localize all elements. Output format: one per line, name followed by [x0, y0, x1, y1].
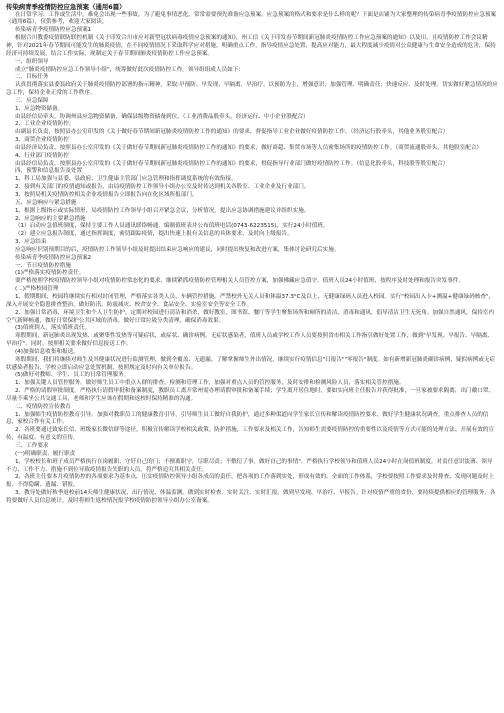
paragraph: 2、工业企业疫情防控。 — [14, 121, 75, 128]
paragraph: 三、应急保障 — [14, 97, 49, 104]
paragraph: (二)严格校园管理 — [14, 286, 59, 293]
paragraph: 二、疫情防控宣传教育 — [14, 403, 71, 410]
paragraph: 1、加强关键人员管控服务。做好师生员工中重点人群的排查，检测和管理工作，加强对重点人员的管控服务，及时安排和检测风险人员，落实相关管控措施。 — [14, 380, 405, 387]
paragraph: 2、各班主任要本月疫情防控的各项要求为基本点，压实疫情防控领导小组各成员的责任，把各项的工作落到实处，形成有效的、全面的工作体系，学校要按照工作要求及时排查、发现问题及时上报、不得隐瞒、遗漏、错报。 — [6, 474, 494, 489]
paragraph: 1、学校校长和班子成员严格执行在岗履职、守好自己的门；不擅离职守，尽职尽责；不敷衍了事，做好自己的事情"。严格执行学校领导和值班人员24小时在岗值班制度。对责任意识淡薄、领导不力、工作不力、措施不到位导致疫情报告失职的人员，将严格追究其相关责任。 — [6, 458, 493, 473]
paragraph: 传染病青季疫情防控应急预案2 — [14, 254, 92, 261]
paragraph: 由县经信局牵头，协调州县应急物资储备，确保县级物资储备到位。（工业消费品股牵头，经济运行、中小企业股配合） — [14, 113, 309, 120]
paragraph: （2）建立应急报告制度，通过指挥调度，密切跟踪疫情，提出快速上报有关信息的具体要求，及时向上级报告。 — [14, 231, 293, 238]
paragraph: 寒假期间，新冠肺炎出现发热、或聚集性发热等可疑症状，或症状、确诊病例。无症状感染者，值班人员或学校工作人员要按照省市相关工作指引做好处置工作，做到"早发现、早报告、早隔离、早治疗"。同时，按照相关要求做好信息报送工作。 — [6, 333, 493, 348]
paragraph: 由县经济局负责，按照县办公室印发的《关于做好春节期间新冠肺炎疫情防控工作的通知》的要求，做好商超、集贸市场等人员密集场所的疫情防控工作。（商贸流通股牵头，其他股室配合） — [14, 144, 483, 151]
paragraph: 1、应急物资储备。 — [14, 105, 64, 112]
paragraph: (一)明确职责、履行职责 — [14, 450, 76, 457]
paragraph: 2、各班要通过致家长信、班级家长微信群等途径，积极宣传解读学校相关政策。防护措施，工作要求及相关工作，告知师生需要疫情防控的重要性以及疫情等方式可能的处理方法、开展有效的宣传，有温度、有意义的宣传。 — [6, 427, 494, 442]
paragraph: 四、预警和信息报告及处置 — [14, 168, 83, 175]
paragraph: 1、根据上级指示或实际情形，局疫情防控工作领导小组召开紧急会议，分析情况，提出应急协调措施建议并组织实施。 — [14, 207, 310, 214]
paragraph: 3、应急结束 — [14, 239, 47, 246]
paragraph: 1、假期期间，校园将继续实行相对封闭管理，严格落实各类人员、车辆管控措施。严禁校外无关人员和体温37.3°C及以上、无健康绿码人员进入校园。实行"校园出入卡+测温+健康绿码核查"，深入开展安全隐患排查整治，做好防汛、防震减灾、校舍安全、食品安全、实验室安全等安全工作。 — [6, 293, 495, 308]
paragraph: 认真贯彻落实县委县政府关于肺炎疫情防控部署的指示精神，采取:早预防、早发现、早隔离、早治疗。以预防为主，增强意识；加强管理、明确责任；快速反应，及时处理。切实做好紧急情况的应急工作，保持企业正常的工作秩序。 — [6, 82, 498, 97]
paragraph: 2、接到有关部门的疫情通知或报告，由局疫情防控工作领导小组办公室及时传达到机关各股室、工业企业及行业部门。 — [14, 184, 310, 191]
paragraph: 3、教导处做好秋季返校前14天师生健康状况、出行情况、体温监测。做到实时检查、实时关注、实时汇报，做到早发现、早治疗、早报告。针对疫情严重的省份、要持续提供相应的管理服务，各将要做好人员信息统计，及时将师生返校情况报学校疫情防控领导小组办公室备案。 — [6, 490, 496, 504]
paragraph: 二、目标任务 — [14, 74, 49, 81]
paragraph: 成立"肺炎疫情防控应急工作领导小组"，统筹做好此次疫情防控工作。领导组组成人员如下： — [14, 66, 244, 73]
paragraph: 由县经信局负责，按照县办公室印发的《关于做好春节期间新冠肺炎疫情防控工作的通知》的要求，督促指导行业部门做好疫情防控工作。（信息化股牵头，科技股等股室配合） — [14, 160, 449, 167]
paragraph: 应急响应识别预期目的后，疫情防控工作领导小组及时提出结束应急响应的建议，同时提出恢复和改进方案，集体讨论研究后实施。 — [14, 246, 340, 253]
paragraph: (4)加强信息收集和报送。 — [14, 348, 79, 355]
paragraph: 传染病青季疫情防控应急预案1 — [14, 27, 92, 34]
paragraph: 五、应急响应与紧急措施 — [14, 199, 77, 206]
paragraph: (1)严格落实疫情防控责任。 — [14, 270, 85, 277]
paragraph: 一、节日疫情防控措施 — [14, 262, 71, 269]
paragraph: (3)值班到人，落实值班责任。 — [14, 325, 91, 332]
paragraph: 三、工作要求 — [14, 443, 49, 449]
document-title: 传染病青季疫情防控应急预案（通用6篇） — [6, 3, 126, 11]
paragraph: 4、行业部门疫情防控 — [14, 152, 69, 159]
paragraph: (5)做好对教师、学生、员工的日常管理服务。 — [14, 372, 130, 379]
paragraph: 寒假期间，我们将继续对师生及其健康状况进行监测管理，做到全覆盖、无遗漏。了解掌握师生外出情况，继续实行疫情信息"日报告""零报告"制度。如有新增新冠肺炎确诊病例、疑似病例或无症状感染者报告，学校立即启动应急处置机制，按照规定及时向有关单位报告。 — [6, 356, 496, 371]
paragraph: 2、严格的请假审批制度。严格执行请假审批和备案制度，教职员工离开常州需办理请假审批和备案手续；学生离开居住地时，要如实向班主任报告并获得批准，一旦家被要求隔离，出门戴口罩、尽量不乘坐公共交通工具，老师和学生应该在假期和返校时保持精准的沟通。 — [6, 388, 494, 402]
paragraph: 1、科工局加强与县委、县政府、卫生健康主管部门应急管理和指挥调度系统的有效衔接。 — [14, 176, 237, 183]
paragraph: 由副县长负责，按照县办公室印发的《关于做好春节期间新冠肺炎疫情防控工作的通知》的要求，督促指导工业企业做好疫情防控工作。（经济运行股牵头，其他业务股室配合） — [14, 129, 449, 136]
paragraph: 3、按照局机关疫情防控相关企业疫情报告立即报告向在化区域所报部门。 — [14, 192, 198, 198]
paragraph: 2、加强日常消毒、环境卫生和个人卫生防护。定期对校园进行清洁和消杀，做好教室、图书馆、餐厅等学生聚集场所和厕所的清洁、消毒和通风，倡导清洁卫生无死角。加强自然通风，保持室内空气新鲜畅通，做好日常保护公共区域的消毒。做好日常垃圾分类清理，确保消毒效果。 — [6, 309, 494, 324]
paragraph: 根据合川教委疫情联防联控机制《关于印发合川市应对新型冠状病毒疫情应急预案的通知》，州工信《关于印发春节期间新冠肺炎疫情防控工作应急预案的通知》以及川、且疫情防控工作会议精神，针对2021年春节期间可能发生的肺炎疫情，在不同疫情情况下采取科学应对措施，明确重点工作，指导疫情应急处置，提高应对能力，最大程度减少疫情对公众健康与生命安全造成的危害，保持经济可持续发展，结合工作实际，现制定关于春节期间肺炎疫情防控工作应急预案。 — [6, 35, 496, 57]
paragraph: 2、应急响应的主要紧急措施 — [14, 215, 86, 222]
paragraph: 1、加强师生疫情防控教育引导。加强对教职员工的健康教育引导，引导师生员工做好自我防护，通过多种渠道向学生家长宣传和解读疫情防控要求，做好学生健康状况调查，重点排查人员的信息，家校合作有关工作。 — [6, 411, 489, 426]
paragraph: 要严格按照学校疫情防控领导小组对疫情防控常态化的要求，继续紧抓疫情防控管理相关人员管控方案，加强佛藏应急值守。值班人员24小时值班，按程序及时处理和报告突发事件。 — [14, 278, 464, 285]
paragraph: （1）启动应急值班制度，保持主要工作人员通讯联络畅通，编制值班表并公布值班电话(0743-6223515)，实行24小时值班。 — [14, 223, 329, 230]
paragraph: 一、组织领导 — [14, 58, 49, 65]
paragraph: 3、商贸企业疫情防控 — [14, 137, 69, 144]
paragraph: 在日常学习、工作或生活中，难免会出现一些事故，为了避免事情恶化，常常需要预先准备应急预案。应急预案的格式和要求是什么样的呢？下面是店铺为大家整理的传染病青季疫情防控应急预案（通用6篇），仅供参考，欢迎大家阅读。 — [6, 11, 497, 26]
document-body — [6, 12, 498, 506]
